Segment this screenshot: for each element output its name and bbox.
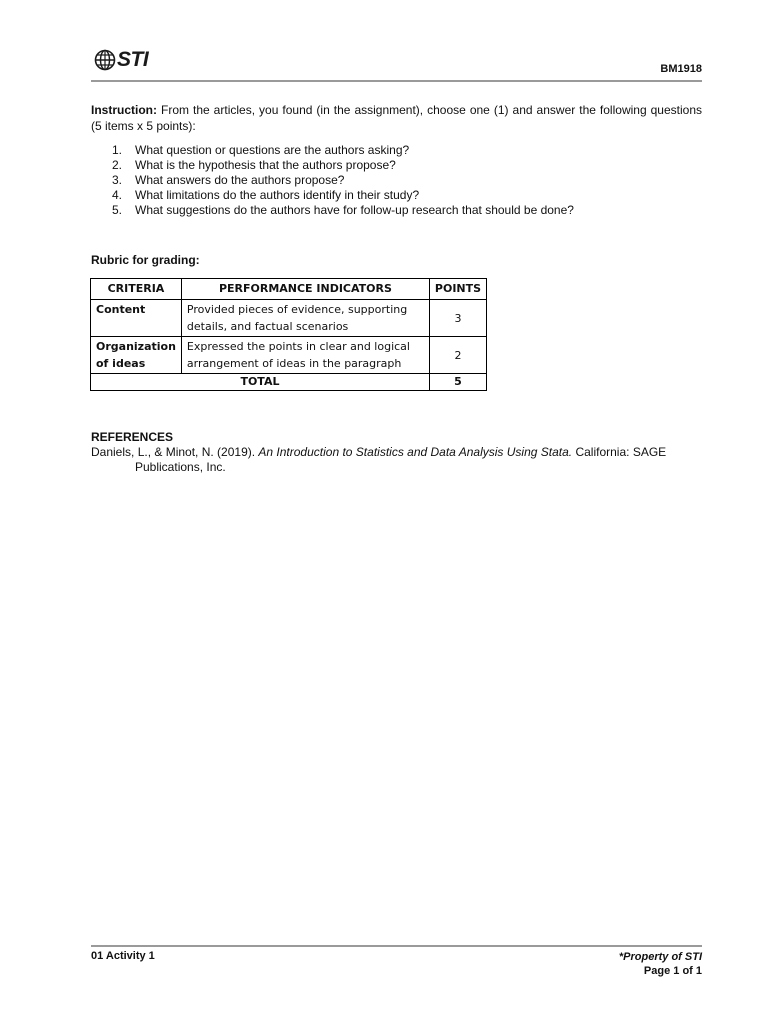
question-item: [91, 173, 574, 188]
question-number: 5.: [112, 203, 123, 217]
question-text: What question or questions are the authors asking?: [135, 143, 410, 157]
question-text: What limitations do the authors identify in their study?: [135, 188, 420, 202]
instruction-label: Instruction:: [91, 103, 157, 117]
header-divider: [91, 80, 702, 82]
reference-publisher-cont: Publications, Inc.: [135, 460, 226, 474]
criteria-cell: Content: [91, 300, 182, 337]
points-cell: 2: [429, 337, 486, 374]
globe-icon: [94, 49, 116, 71]
question-number: 1.: [112, 143, 123, 157]
reference-entry: [91, 445, 702, 475]
rubric-table: [90, 278, 487, 391]
document-code: BM1918: [660, 63, 702, 75]
question-list: [91, 143, 574, 218]
reference-book-title: An Introduction to Statistics and Data Analysis Using Stata.: [258, 445, 573, 459]
page-number: Page 1 of 1: [643, 965, 702, 977]
rubric-title: Rubric for grading:: [91, 253, 200, 267]
question-number: 2.: [112, 158, 123, 172]
indicator-cell: Expressed the points in clear and logical arrangement of ideas in the paragraph: [181, 337, 429, 374]
table-row: [91, 337, 487, 374]
reference-authors: Daniels, L., & Minot, N. (2019).: [91, 445, 259, 459]
column-header-criteria: CRITERIA: [91, 279, 182, 300]
question-item: [91, 143, 574, 158]
sti-logo: [94, 48, 148, 72]
total-row: [91, 374, 487, 391]
column-header-points: POINTS: [429, 279, 486, 300]
criteria-cell: Organization of ideas: [91, 337, 182, 374]
question-item: [91, 158, 574, 173]
column-header-indicators: PERFORMANCE INDICATORS: [181, 279, 429, 300]
footer-activity: 01 Activity 1: [91, 950, 155, 962]
question-item: [91, 203, 574, 218]
question-item: [91, 188, 574, 203]
indicator-cell: Provided pieces of evidence, supporting details, and factual scenarios: [181, 300, 429, 337]
property-notice: *Property of STI: [618, 951, 702, 963]
total-label: TOTAL: [91, 374, 430, 391]
table-row: [91, 300, 487, 337]
footer-right: [619, 950, 702, 978]
question-number: 4.: [112, 188, 123, 202]
table-header-row: [91, 279, 487, 300]
instruction-paragraph: [91, 102, 702, 134]
question-text: What answers do the authors propose?: [135, 173, 345, 187]
references-title: REFERENCES: [91, 430, 174, 444]
question-number: 3.: [112, 173, 123, 187]
question-text: What is the hypothesis that the authors propose?: [135, 158, 396, 172]
points-cell: 3: [429, 300, 486, 337]
total-value: 5: [429, 374, 486, 391]
reference-publisher: California: SAGE: [572, 445, 667, 459]
question-text: What suggestions do the authors have for follow-up research that should be done?: [135, 203, 574, 217]
logo-text: STI: [117, 48, 149, 71]
footer-divider: [91, 945, 702, 947]
instruction-text: From the articles, you found (in the assignment), choose one (1) and answer the following questions (5 items x 5 points):: [91, 103, 702, 133]
